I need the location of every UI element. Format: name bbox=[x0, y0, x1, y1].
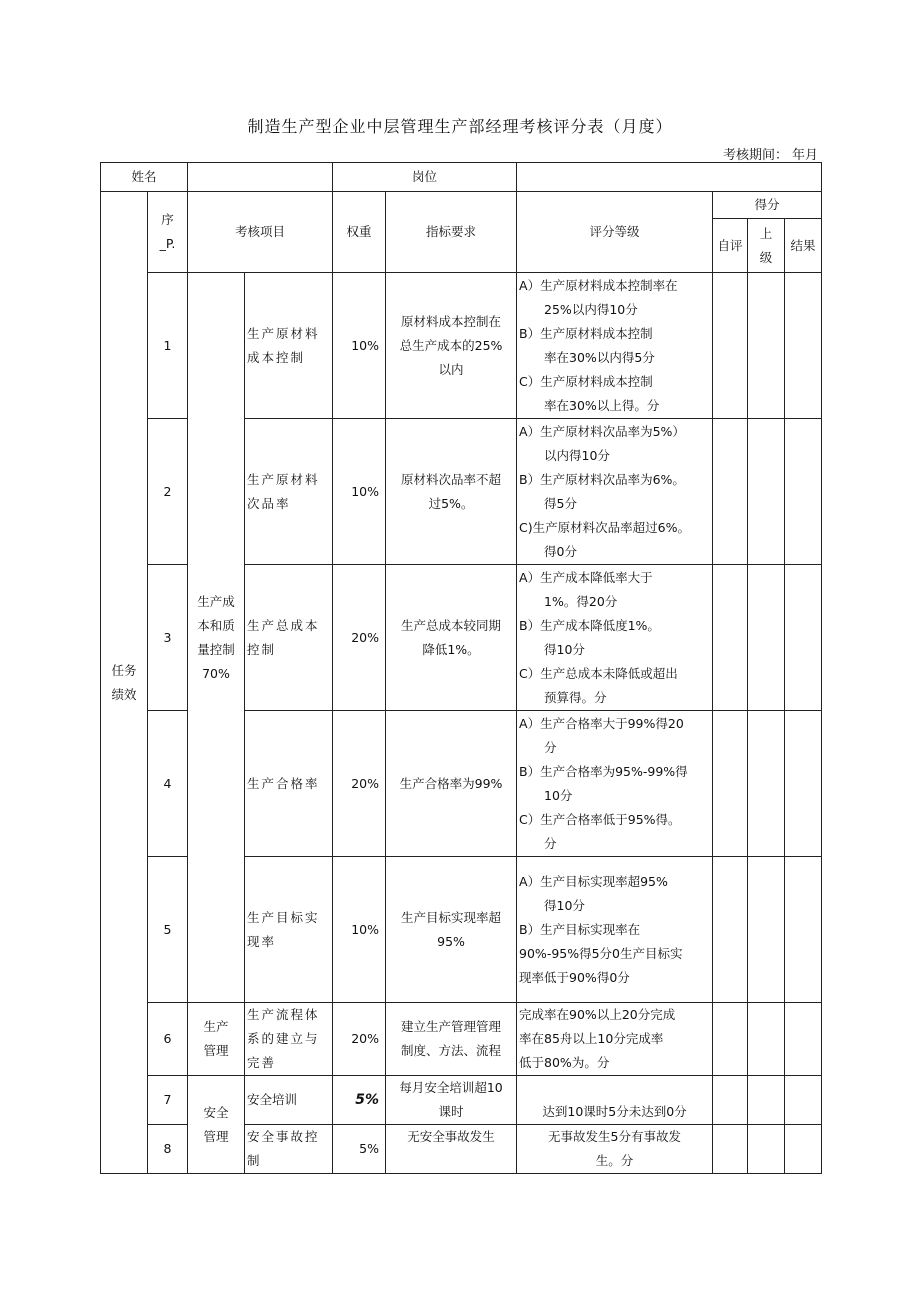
result-cell[interactable] bbox=[785, 273, 822, 419]
result-cell[interactable] bbox=[785, 1003, 822, 1076]
name-row bbox=[101, 163, 822, 192]
seq-header: 序 _P. bbox=[148, 192, 188, 273]
seq-cell: 4 bbox=[148, 711, 188, 857]
requirement-cell: 生产总成本较同期 降低1%。 bbox=[386, 565, 517, 711]
seq-cell: 3 bbox=[148, 565, 188, 711]
group-production: 生产成 本和质 量控制 70% bbox=[188, 273, 245, 1003]
weight-cell: 10% bbox=[333, 273, 386, 419]
seq-cell: 7 bbox=[148, 1076, 188, 1125]
self-score-cell[interactable] bbox=[713, 1076, 748, 1125]
result-cell[interactable] bbox=[785, 1125, 822, 1174]
grading-cell: A）生产原材料次品率为5%） 以内得10分 B）生产原材料次品率为6%。 得5分 C)生产原材料次品率超过6%。 得0分 bbox=[517, 419, 713, 565]
grading-cell: 完成率在90%以上20分完成 率在85舟以上10分完成率 低于80%为。分 bbox=[517, 1003, 713, 1076]
superior-score-cell[interactable] bbox=[748, 711, 785, 857]
grading-cell: 无事故发生5分有事故发 生。分 bbox=[517, 1125, 713, 1174]
grading-cell: A）生产成本降低率大于 1%。得20分 B）生产成本降低度1%。 得10分 C）生产总成本未降低或超出 预算得。分 bbox=[517, 565, 713, 711]
score-header: 得分 bbox=[713, 192, 822, 219]
requirement-cell: 生产合格率为99% bbox=[386, 711, 517, 857]
self-score-cell[interactable] bbox=[713, 711, 748, 857]
superior-score-cell[interactable] bbox=[748, 419, 785, 565]
assessment-period bbox=[723, 144, 818, 163]
superior-score-cell[interactable] bbox=[748, 273, 785, 419]
weight-header: 权重 bbox=[333, 192, 386, 273]
category-label: 任务 绩效 bbox=[101, 192, 148, 1174]
group-management: 生产 管理 bbox=[188, 1003, 245, 1076]
seq-cell: 5 bbox=[148, 857, 188, 1003]
self-score-cell[interactable] bbox=[713, 419, 748, 565]
assessment-table bbox=[100, 162, 822, 1174]
grading-cell: 达到10课时5分未达到0分 bbox=[517, 1076, 713, 1125]
group-safety: 安全 管理 bbox=[188, 1076, 245, 1174]
item-cell: 生产目标实 现率 bbox=[245, 857, 333, 1003]
self-score-cell[interactable] bbox=[713, 1003, 748, 1076]
requirement-cell: 无安全事故发生 bbox=[386, 1125, 517, 1174]
item-cell: 生产合格率 bbox=[245, 711, 333, 857]
grading-header: 评分等级 bbox=[517, 192, 713, 273]
position-label: 岗位 bbox=[333, 163, 517, 192]
grading-cell: A）生产目标实现率超95% 得10分 B）生产目标实现率在 90%-95%得5分0生产目标实 现率低于90%得0分 bbox=[517, 857, 713, 1003]
weight-cell: 20% bbox=[333, 565, 386, 711]
item-cell: 生产总成本 控制 bbox=[245, 565, 333, 711]
superior-score-cell[interactable] bbox=[748, 1003, 785, 1076]
weight-cell: 20% bbox=[333, 1003, 386, 1076]
period-unit: 年月 bbox=[791, 148, 818, 163]
table-row bbox=[101, 273, 822, 419]
superior-score-cell[interactable] bbox=[748, 1125, 785, 1174]
table-row bbox=[101, 1003, 822, 1076]
superior-score-cell[interactable] bbox=[748, 857, 785, 1003]
requirement-cell: 原材料成本控制在 总生产成本的25% 以内 bbox=[386, 273, 517, 419]
item-cell: 生产原材料 次品率 bbox=[245, 419, 333, 565]
result-cell[interactable] bbox=[785, 711, 822, 857]
weight-cell: 5% bbox=[333, 1076, 386, 1125]
seq-cell: 1 bbox=[148, 273, 188, 419]
weight-cell: 5% bbox=[333, 1125, 386, 1174]
result-cell[interactable] bbox=[785, 565, 822, 711]
item-cell: 生产流程体 系的建立与 完善 bbox=[245, 1003, 333, 1076]
name-label: 姓名 bbox=[101, 163, 188, 192]
superior-score-cell[interactable] bbox=[748, 565, 785, 711]
grading-cell: A）生产合格率大于99%得20 分 B）生产合格率为95%-99%得 10分 C）生产合格率低于95%得。 分 bbox=[517, 711, 713, 857]
weight-cell: 10% bbox=[333, 857, 386, 1003]
item-cell: 安全事故控 制 bbox=[245, 1125, 333, 1174]
self-score-header: 自评 bbox=[713, 219, 748, 273]
item-cell: 生产原材料 成本控制 bbox=[245, 273, 333, 419]
superior-score-cell[interactable] bbox=[748, 1076, 785, 1125]
header-row-1 bbox=[101, 192, 822, 219]
name-field[interactable] bbox=[188, 163, 333, 192]
seq-cell: 8 bbox=[148, 1125, 188, 1174]
item-cell: 安全培训 bbox=[245, 1076, 333, 1125]
self-score-cell[interactable] bbox=[713, 1125, 748, 1174]
item-header: 考核项目 bbox=[188, 192, 333, 273]
weight-cell: 10% bbox=[333, 419, 386, 565]
self-score-cell[interactable] bbox=[713, 565, 748, 711]
period-label: 考核期间： bbox=[722, 148, 788, 163]
superior-score-header: 上 级 bbox=[748, 219, 785, 273]
grading-cell: A）生产原材料成本控制率在 25%以内得10分 B）生产原材料成本控制 率在30%以内得5分 C）生产原材料成本控制 率在30%以上得。分 bbox=[517, 273, 713, 419]
requirement-header: 指标要求 bbox=[386, 192, 517, 273]
result-cell[interactable] bbox=[785, 1076, 822, 1125]
requirement-cell: 建立生产管理管理 制度、方法、流程 bbox=[386, 1003, 517, 1076]
result-cell[interactable] bbox=[785, 419, 822, 565]
weight-cell: 20% bbox=[333, 711, 386, 857]
self-score-cell[interactable] bbox=[713, 273, 748, 419]
seq-cell: 6 bbox=[148, 1003, 188, 1076]
requirement-cell: 原材料次品率不超 过5%。 bbox=[386, 419, 517, 565]
result-cell[interactable] bbox=[785, 857, 822, 1003]
requirement-cell: 每月安全培训超10 课时 bbox=[386, 1076, 517, 1125]
page-title: 制造生产型企业中层管理生产部经理考核评分表（月度） bbox=[247, 117, 673, 136]
result-header: 结果 bbox=[785, 219, 822, 273]
position-field[interactable] bbox=[517, 163, 822, 192]
table-row bbox=[101, 1076, 822, 1125]
self-score-cell[interactable] bbox=[713, 857, 748, 1003]
requirement-cell: 生产目标实现率超 95% bbox=[386, 857, 517, 1003]
seq-cell: 2 bbox=[148, 419, 188, 565]
